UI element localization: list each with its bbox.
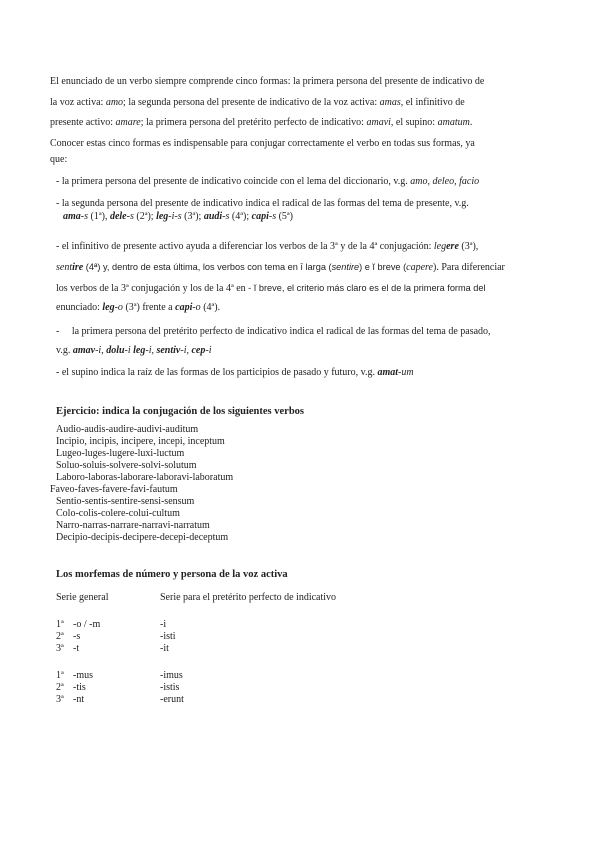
perfect-ending-cell: -imus (160, 670, 183, 681)
perfect-ending-cell: -isti (160, 631, 176, 642)
bullet-1: - la primera persona del presente de indicativo coincide con el lema del diccionario, v.g. amo, deleo, facio (56, 176, 480, 187)
general-ending-cell: -nt (73, 694, 85, 705)
person-cell: 1ª (56, 670, 64, 681)
morphemes-title: Los morfemas de número y persona de la voz activa (56, 569, 288, 580)
bullet-3-line-2: sentire (4ª) y, dentro de esta última, los verbos con tema en ī larga (sentire) e ĭ breve (capere). Para diferenciar (56, 262, 505, 273)
bullet-4-line-2: v.g. amav-i, dolu-i leg-i, sentiv-i, cep-i (56, 345, 212, 356)
col-header-general: Serie general (56, 592, 109, 603)
bullet-4-line-1: - la primera persona del pretérito perfecto de indicativo indica el radical de las formas del tema de pasado, (56, 326, 491, 337)
perfect-ending-cell: -erunt (160, 694, 184, 705)
person-cell: 2ª (56, 682, 64, 693)
list-item: Decipio-decipis-decipere-decepi-deceptum (56, 532, 229, 543)
bullet-3-line-1: - el infinitivo de presente activo ayuda a diferenciar los verbos de la 3ª y de la 4ª conjugación: legere (3ª), (56, 241, 479, 252)
general-ending-cell: -o / -m (73, 619, 101, 630)
general-ending-cell: -tis (73, 682, 86, 693)
list-item: Faveo-faves-favere-favi-fautum (50, 484, 178, 495)
person-cell: 2ª (56, 631, 64, 642)
example-capi: capi-s (5ª) (251, 211, 294, 222)
bullet-2-examples (63, 210, 293, 224)
list-item: Audio-audis-audire-audivi-auditum (56, 424, 199, 435)
intro-line-4: Conocer estas cinco formas es indispensable para conjugar correctamente el verbo en todas sus formas, ya (50, 138, 475, 149)
intro-line-2: la voz activa: amo; la segunda persona del presente de indicativo de la voz activa: amas, el infinitivo de (50, 97, 465, 108)
list-item: Soluo-soluis-solvere-solvi-solutum (56, 460, 197, 471)
general-ending-cell: -t (73, 643, 80, 654)
perfect-ending-cell: -it (160, 643, 169, 654)
list-item: Colo-colis-colere-colui-cultum (56, 508, 180, 519)
list-item: Laboro-laboras-laborare-laboravi-laboratum (56, 472, 234, 483)
bullet-2-line-1: - la segunda persona del presente de indicativo indica el radical de las formas del tema de presente, v.g. (56, 198, 469, 209)
person-cell: 3ª (56, 694, 64, 705)
list-item: Lugeo-luges-lugere-luxi-luctum (56, 448, 185, 459)
intro-line-1: El enunciado de un verbo siempre comprende cinco formas: la primera persona del presente de indicativo de (50, 76, 485, 87)
general-ending-cell: -mus (73, 670, 93, 681)
bullet-3-line-3: los verbos de la 3ª conjugación y los de la 4ª en - ĭ breve, el criterio más claro es el de la primera forma del (56, 283, 486, 294)
intro-line-5: que: (50, 154, 68, 165)
col-header-perfect: Serie para el pretérito perfecto de indicativo (160, 592, 337, 603)
perfect-ending-cell: -istis (160, 682, 180, 693)
bullet-3-line-4: enunciado: leg-o (3ª) frente a capi-o (4ª). (56, 302, 221, 313)
list-item: Incipio, incipis, incipere, incepi, inceptum (56, 436, 225, 447)
exercise-title: Ejercicio: indica la conjugación de los siguientes verbos (56, 406, 305, 417)
person-cell: 3ª (56, 643, 64, 654)
list-item: Sentio-sentis-sentire-sensi-sensum (56, 496, 195, 507)
person-cell: 1ª (56, 619, 64, 630)
perfect-ending-cell: -i (160, 619, 167, 630)
bullet-5: - el supino indica la raíz de las formas de los participios de pasado y futuro, v.g. amat-um (56, 367, 414, 378)
example-dele: dele-s (2ª); (109, 211, 157, 222)
intro-line-3: presente activo: amare; la primera persona del pretérito perfecto de indicativo: amavi, el supino: amatum. (50, 117, 473, 128)
list-item: Narro-narras-narrare-narravi-narratum (56, 520, 210, 531)
example-leg: leg-i-s (3ª); (156, 211, 204, 222)
general-ending-cell: -s (73, 631, 81, 642)
example-audi: audi-s (4ª); (203, 211, 252, 222)
example-ama: ama-s (1ª), (63, 211, 110, 222)
